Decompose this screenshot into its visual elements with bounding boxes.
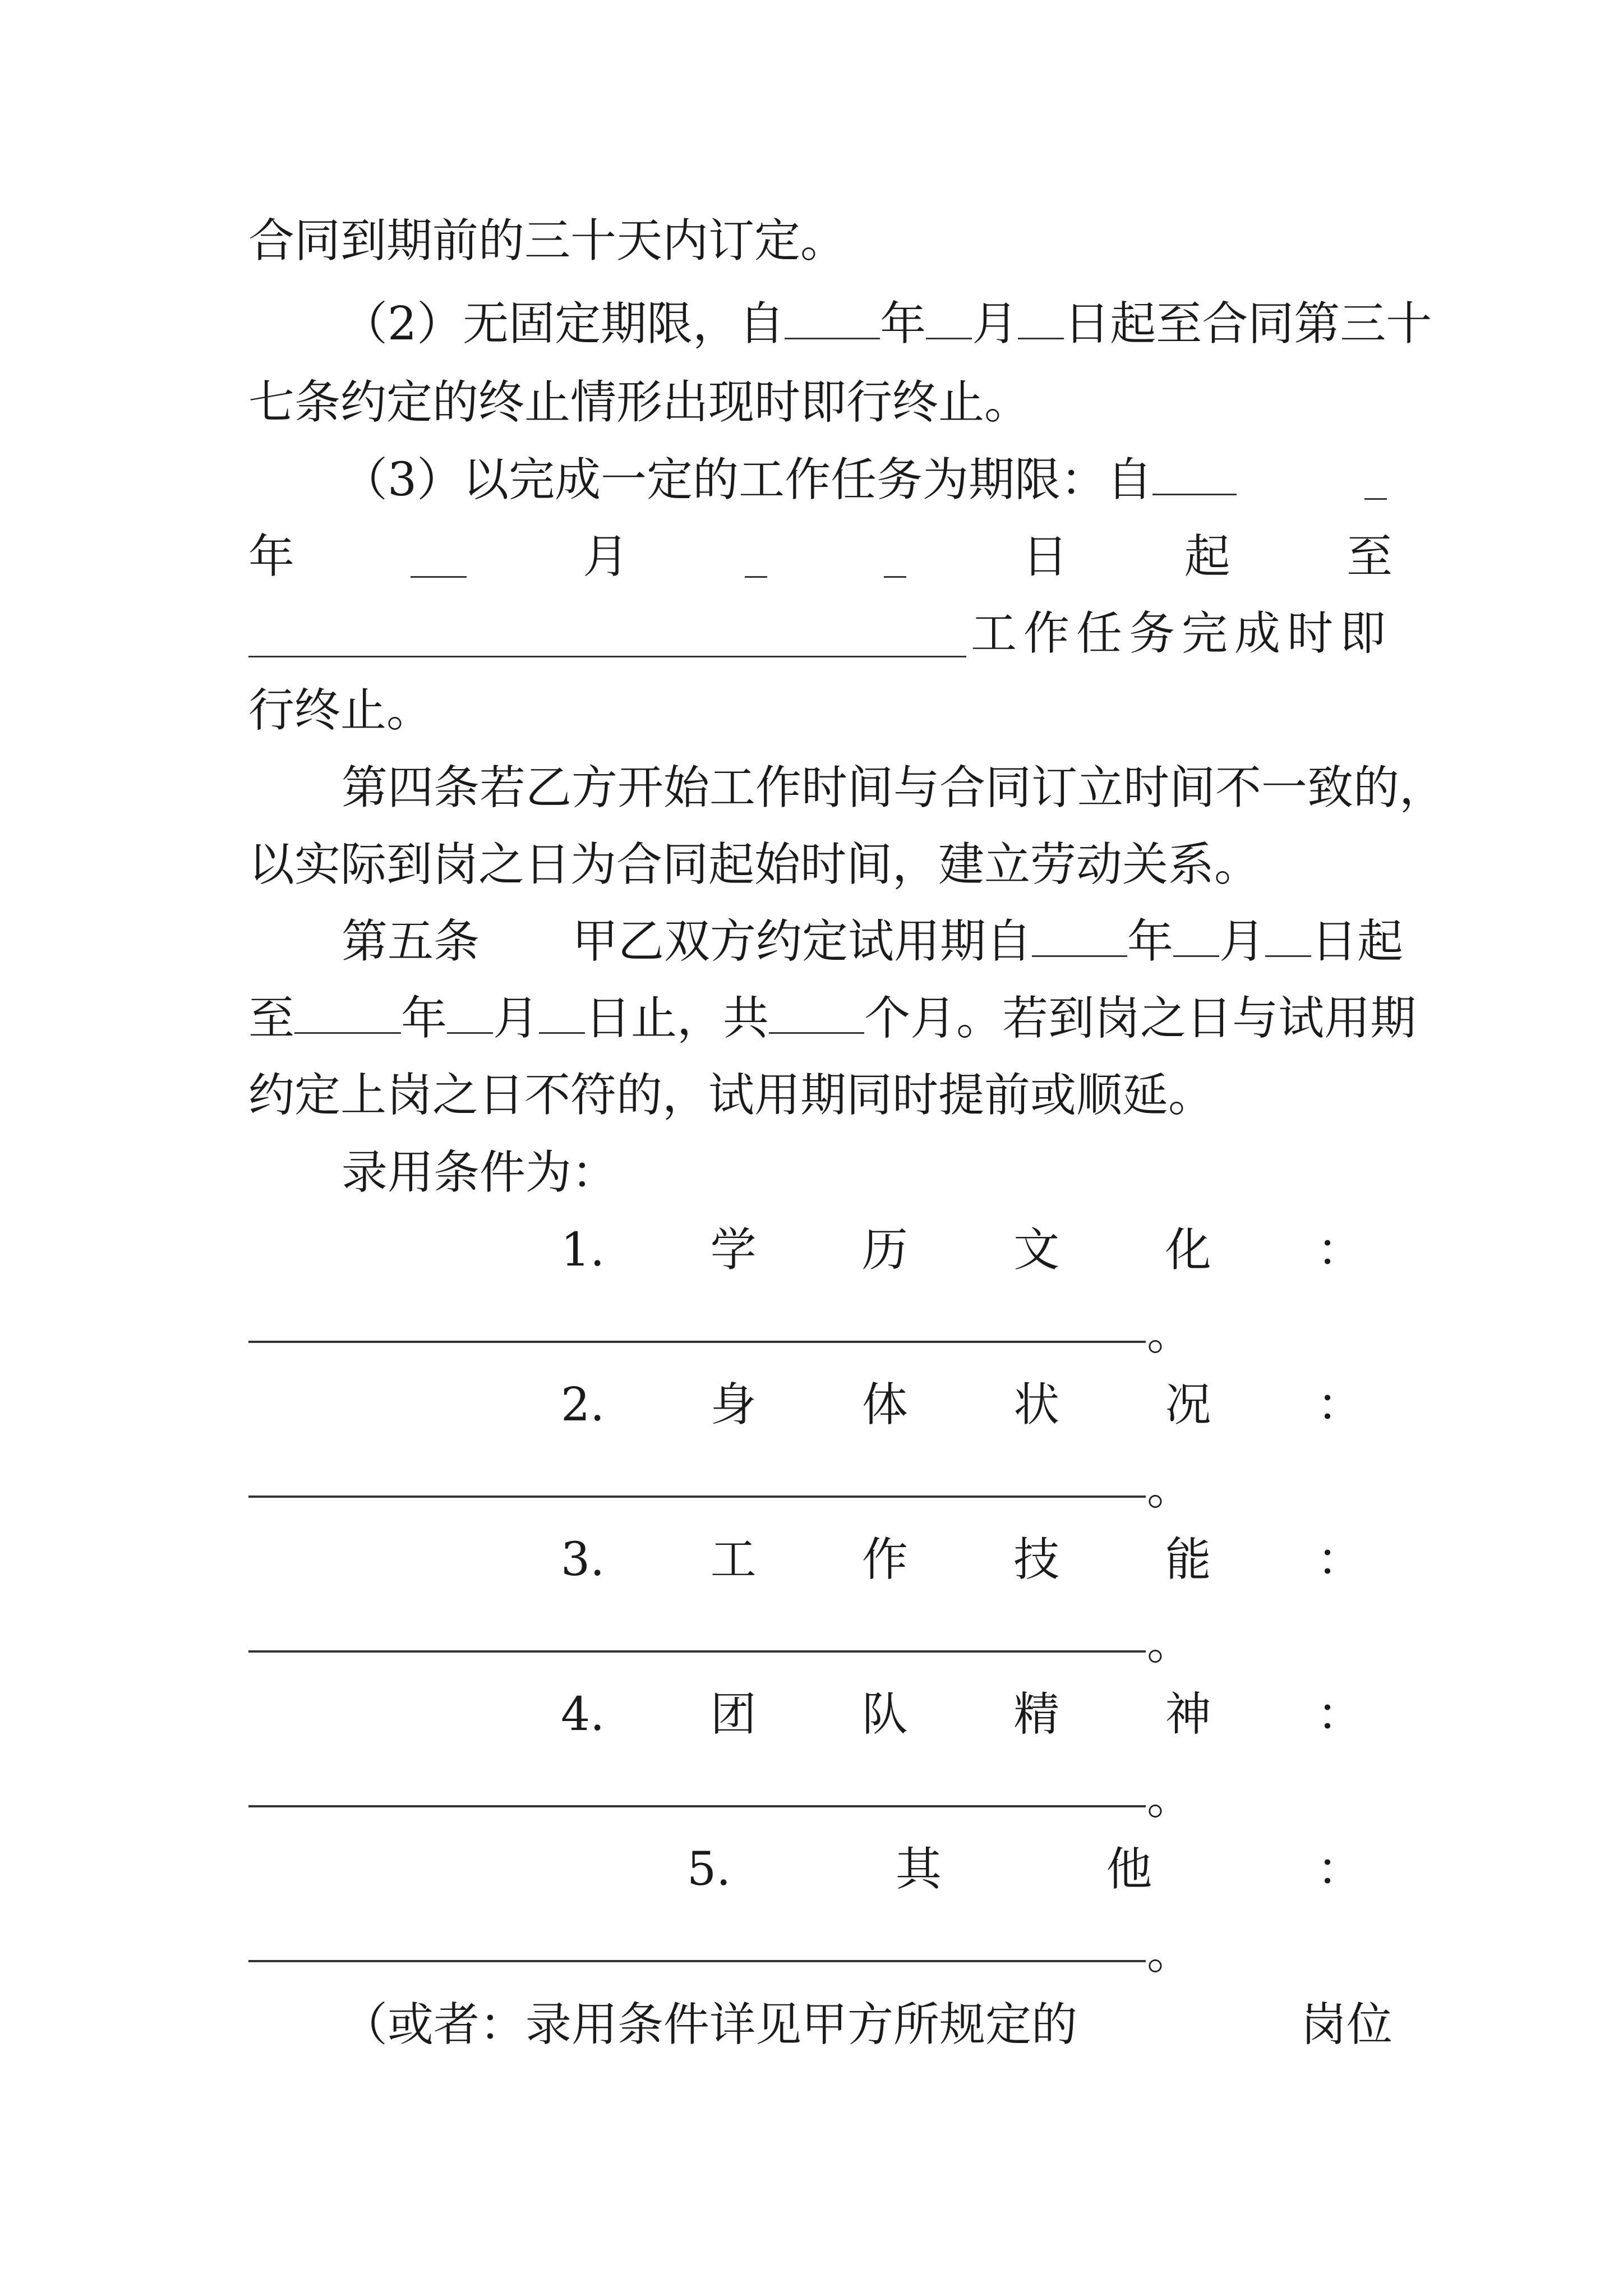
text: 身 bbox=[710, 1378, 757, 1432]
text: （3）以完成一定的工作任务为期限：自 bbox=[342, 453, 1153, 507]
item-3-line-4 bbox=[248, 669, 1393, 753]
condition-1-label bbox=[561, 1208, 1363, 1292]
item-2-line-2 bbox=[248, 361, 1393, 445]
conditions-title bbox=[342, 1131, 1393, 1215]
blank-field-task[interactable] bbox=[248, 611, 966, 657]
blank-field-day[interactable] bbox=[539, 993, 585, 1034]
text: 第四条若乙方开始工作时间与合同订立时间不一致的， bbox=[342, 761, 1446, 815]
condition-2-blank-field[interactable] bbox=[248, 1496, 1146, 1498]
text: 约定上岗之日不符的，试用期同时提前或顺延。 bbox=[248, 1069, 1215, 1122]
item-3-line-1 bbox=[342, 438, 1393, 522]
blank-field-day[interactable] bbox=[1265, 916, 1311, 957]
condition-1-blank-field[interactable] bbox=[248, 1341, 1146, 1343]
text: 岗位 bbox=[1300, 1998, 1393, 2051]
blank-field-year[interactable] bbox=[1032, 916, 1127, 957]
text: 他 bbox=[1106, 1843, 1152, 1896]
blank-field-year[interactable] bbox=[1152, 454, 1237, 495]
article-5-line-1 bbox=[342, 900, 1404, 984]
text: 起 bbox=[1184, 530, 1230, 583]
condition-5-label bbox=[687, 1828, 1363, 1912]
text: 状 bbox=[1013, 1378, 1060, 1432]
text: 能 bbox=[1165, 1533, 1211, 1586]
blank-field-fragment[interactable] bbox=[1364, 459, 1387, 500]
text: 月 bbox=[972, 297, 1018, 351]
text: 年 bbox=[248, 530, 295, 583]
text: 月 bbox=[493, 992, 540, 1045]
text: 至 bbox=[248, 992, 295, 1045]
period-mark: 。 bbox=[1147, 1772, 1193, 1825]
text: 至 bbox=[1346, 530, 1393, 583]
text: 日起至合同第三十 bbox=[1064, 297, 1432, 351]
text: 以实际到岗之日为合同起始时间，建立劳动关系。 bbox=[248, 838, 1261, 891]
condition-4-label bbox=[561, 1673, 1363, 1757]
condition-number: 3. bbox=[561, 1533, 605, 1586]
paragraph-line bbox=[248, 199, 1393, 283]
period-mark: 。 bbox=[1147, 1926, 1193, 1980]
blank-field-fragment[interactable] bbox=[745, 537, 767, 578]
condition-4-blank-field[interactable] bbox=[248, 1805, 1146, 1807]
text: 其 bbox=[895, 1843, 942, 1896]
condition-number: 4. bbox=[561, 1688, 605, 1741]
blank-field-day[interactable] bbox=[1018, 298, 1064, 339]
blank-field-year[interactable] bbox=[785, 298, 880, 339]
text: 日 bbox=[1022, 530, 1068, 583]
text: 月 bbox=[1219, 915, 1266, 968]
condition-5-blank-field[interactable] bbox=[248, 1960, 1146, 1962]
condition-3-label bbox=[561, 1518, 1363, 1602]
text: 神 bbox=[1165, 1688, 1211, 1741]
text: 年 bbox=[401, 992, 448, 1045]
blank-field-month[interactable] bbox=[447, 993, 493, 1034]
condition-3-blank-field[interactable] bbox=[248, 1650, 1146, 1653]
article-4-line-2 bbox=[248, 823, 1393, 907]
text: 团 bbox=[710, 1688, 757, 1741]
text: 年 bbox=[880, 297, 926, 351]
blank-field-year[interactable] bbox=[294, 993, 401, 1034]
period-mark: 。 bbox=[1147, 1307, 1193, 1360]
text: 工 bbox=[710, 1533, 757, 1586]
text: 技 bbox=[1013, 1533, 1060, 1586]
text: ： bbox=[1316, 1533, 1363, 1586]
condition-2-label bbox=[561, 1363, 1363, 1447]
blank-field-month[interactable] bbox=[926, 298, 972, 339]
text: 日起 bbox=[1311, 915, 1404, 968]
article-5-line-2 bbox=[248, 977, 1417, 1061]
period-mark: 。 bbox=[1147, 1617, 1193, 1670]
text: 七条约定的终止情形出现时即行终止。 bbox=[248, 376, 1031, 429]
text: 录用条件为： bbox=[342, 1146, 618, 1199]
blank-field-month[interactable] bbox=[1173, 916, 1219, 957]
item-3-line-3 bbox=[248, 592, 1393, 676]
text: 精 bbox=[1013, 1688, 1060, 1741]
text: 合同到期前的三十天内订定。 bbox=[248, 214, 847, 268]
article-5-line-3 bbox=[248, 1053, 1393, 1138]
blank-field-fragment[interactable] bbox=[884, 537, 906, 578]
text: 行终止。 bbox=[248, 684, 433, 737]
text: 历 bbox=[861, 1223, 908, 1277]
text: 作 bbox=[861, 1533, 908, 1586]
text: ： bbox=[1316, 1378, 1363, 1432]
text: 日止，共 bbox=[585, 992, 769, 1045]
text: ： bbox=[1316, 1688, 1363, 1741]
text: 体 bbox=[861, 1378, 908, 1432]
article-title: 第五条 bbox=[342, 915, 480, 968]
blank-field-month[interactable] bbox=[411, 537, 467, 578]
text: 个月。若到岗之日与试用期 bbox=[864, 992, 1417, 1045]
text: 队 bbox=[861, 1688, 908, 1741]
text: 年 bbox=[1127, 915, 1174, 968]
item-3-line-2 bbox=[248, 515, 1393, 599]
text: ： bbox=[1316, 1223, 1363, 1277]
text: （2）无固定期限，自 bbox=[342, 297, 785, 351]
condition-number: 1. bbox=[561, 1223, 605, 1277]
last-line bbox=[342, 1983, 1393, 2067]
article-4-line-1 bbox=[342, 746, 1446, 830]
text: ： bbox=[1316, 1843, 1363, 1896]
text: 月 bbox=[583, 530, 629, 583]
text: 化 bbox=[1165, 1223, 1211, 1277]
blank-field-months[interactable] bbox=[769, 993, 864, 1034]
item-2-line-1 bbox=[342, 282, 1432, 366]
text: 甲乙双方约定试用期自 bbox=[572, 915, 1032, 968]
text: 况 bbox=[1165, 1378, 1211, 1432]
text: 文 bbox=[1013, 1223, 1060, 1277]
text: 学 bbox=[710, 1223, 757, 1277]
text: 工作任务完成时即 bbox=[970, 607, 1393, 660]
text: （或者：录用条件详见甲方所规定的 bbox=[342, 1998, 1078, 2051]
condition-number: 5. bbox=[687, 1843, 731, 1896]
condition-number: 2. bbox=[561, 1378, 605, 1432]
period-mark: 。 bbox=[1147, 1462, 1193, 1515]
